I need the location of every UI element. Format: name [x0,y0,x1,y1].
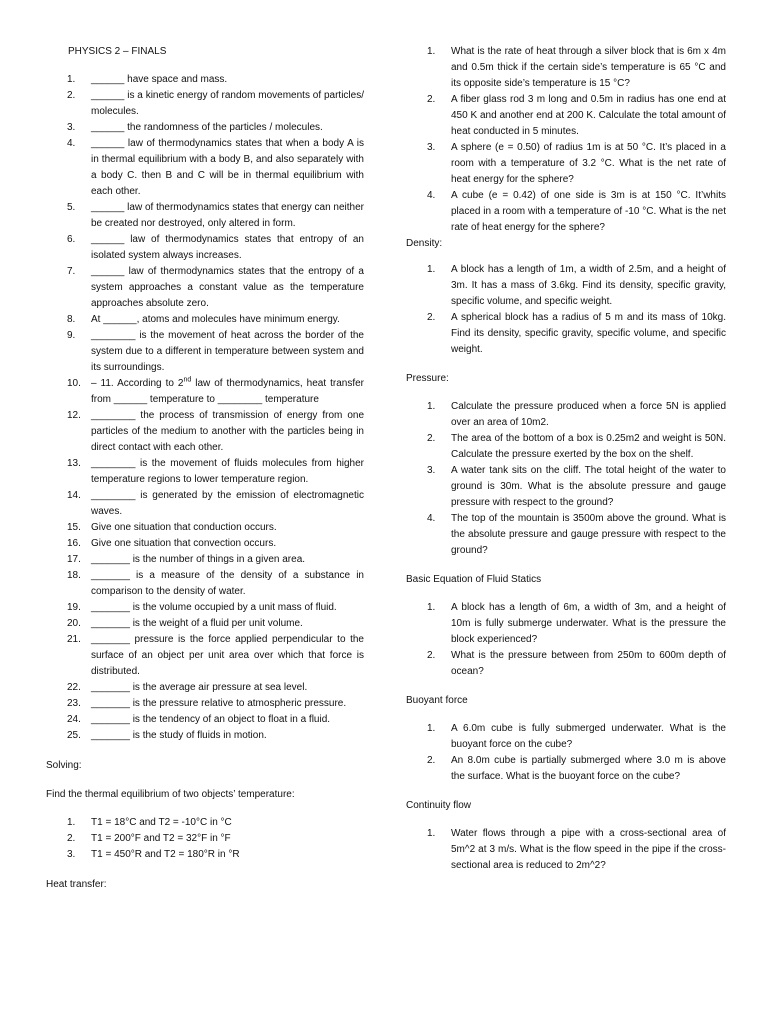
list-item [46,488,364,520]
list-item [46,88,364,120]
list-item [406,399,726,431]
item-number: 1. [427,401,436,412]
list-item [406,44,726,92]
item-text: The top of the mountain is 3500m above the ground. What is the absolute pressure and gauge pressure with respect to the ground? [451,513,726,556]
item-text: _______ is the volume occupied by a unit mass of fluid. [91,602,337,613]
item-text: ______ have space and mass. [91,74,228,85]
item-number: 9. [67,330,76,341]
section-heading-fluid-statics: Basic Equation of Fluid Statics [406,574,542,585]
item-text: ______ is a kinetic energy of random movements of particles/ molecules. [91,90,364,117]
list-item [46,728,364,744]
item-number: 2. [427,755,436,766]
list-item [46,696,364,712]
item-text: ________ is the movement of heat across the border of the system due to a different in temperature between system and its surroundings. [91,330,364,373]
list-item [46,568,364,600]
item-number: 2. [67,833,76,844]
list-item [46,680,364,696]
item-text: A spherical block has a radius of 5 m and its mass of 10kg. Find its density, specific gravity, specific volume, and specific weight. [451,312,726,355]
item-text: _______ is the pressure relative to atmospheric pressure. [91,698,347,709]
list-item [46,376,364,408]
item-text: What is the rate of heat through a silver block that is 6m x 4m and 0.5m thick if the certain side’s temperature is 65 °C and its opposite side’s temperature is 15 °C? [451,46,726,89]
item-text: ______ law of thermodynamics states that energy can neither be created nor destroyed, only altered in form. [91,202,364,229]
item-text-post: law of thermodynamics, heat transfer from ______ temperature to ________ temperature [91,378,364,405]
list-item [46,552,364,568]
item-text: A block has a length of 6m, a width of 3m, and a height of 10m is fully submerge underwater. What is the pressure the block experienced? [451,602,726,645]
item-number: 22. [67,682,81,693]
list-item [46,616,364,632]
ordinal-superscript: nd [183,376,192,384]
item-number: 3. [67,122,76,133]
list-item [46,264,364,312]
item-number: 16. [67,538,81,549]
list-item [406,262,726,310]
item-number: 15. [67,522,81,533]
item-number: 1. [427,602,436,613]
item-text: ________ is the movement of fluids molecules from higher temperature regions to lower temperature region. [91,458,364,485]
list-item [406,188,726,236]
page-title: PHYSICS 2 – FINALS [68,46,167,57]
item-text: The area of the bottom of a box is 0.25m2 and weight is 50N. Calculate the pressure exerted by the box on the shelf. [451,433,726,460]
item-text: ______ the randomness of the particles / molecules. [91,122,323,133]
list-item [406,310,726,358]
item-text: _______ is a measure of the density of a substance in comparison to the density of water. [91,570,364,597]
fluid-statics-list [406,600,726,680]
item-text: T1 = 18°C and T2 = -10°C in °C [91,817,232,828]
item-text: A block has a length of 1m, a width of 2.5m, and a height of 3m. It has a mass of 3.6kg. Find its density, specific gravity, specific volume, and specific weight. [451,264,726,307]
list-item [46,520,364,536]
item-number: 23. [67,698,81,709]
list-item [46,831,364,847]
right-column [406,44,726,874]
left-column [46,44,364,905]
item-text: _______ is the number of things in a given area. [91,554,306,565]
list-item [46,232,364,264]
section-heading-continuity-flow: Continuity flow [406,800,472,811]
list-item [406,721,726,753]
section-heading-heat-transfer: Heat transfer: [46,879,107,890]
item-text: T1 = 450°R and T2 = 180°R in °R [91,849,240,860]
item-number: 4. [427,513,436,524]
item-text: ______ law of thermodynamics states that the entropy of a system approaches a constant value as the temperature approaches absolute zero. [91,266,364,309]
item-number: 14. [67,490,81,501]
item-number: 1. [427,723,436,734]
item-number: 1. [67,74,76,85]
item-text: Give one situation that convection occurs. [91,538,277,549]
item-text: A cube (e = 0.42) of one side is 3m is at 150 °C. It’whits placed in a room with a temperature of -10 °C. What is the net rate of heat energy for the sphere? [451,190,726,233]
item-text: At ______, atoms and molecules have minimum energy. [91,314,340,325]
list-item [406,600,726,648]
buoyant-force-list [406,721,726,785]
item-number: 24. [67,714,81,725]
item-number: 1. [67,817,76,828]
list-item [406,463,726,511]
heat-transfer-list [406,44,726,236]
item-text: Calculate the pressure produced when a force 5N is applied over an area of 10m2. [451,401,726,428]
item-text: ______ law of thermodynamics states that when a body A is in thermal equilibrium with a body B, and also separately with a body C. then B and C will be in thermal equilibrium with each other. [91,138,364,197]
item-number: 1. [427,46,436,57]
section-heading-solving: Solving: [46,760,82,771]
item-number: 2. [427,650,436,661]
item-text: An 8.0m cube is partially submerged where 3.0 m is above the surface. What is the buoyant force on the cube? [451,755,726,782]
list-item [46,200,364,232]
item-text: T1 = 200°F and T2 = 32°F in °F [91,833,231,844]
list-item [46,536,364,552]
list-item [406,826,726,874]
list-item [46,600,364,616]
item-text: ________ the process of transmission of energy from one particles of the medium to another with the particles being in direct contact with each other. [91,410,364,453]
solving-list [46,815,364,863]
list-item [406,511,726,559]
item-text: Water flows through a pipe with a cross-sectional area of 5m^2 at 3 m/s. What is the flow speed in the pipe if the cross-sectional area is reduced to 2m^2? [451,828,726,871]
continuity-flow-list [406,826,726,874]
item-number: 3. [427,465,436,476]
item-number: 2. [427,433,436,444]
item-number: 3. [67,849,76,860]
item-text: ________ is generated by the emission of electromagnetic waves. [91,490,364,517]
list-item [46,408,364,456]
pressure-list [406,399,726,559]
solving-intro: Find the thermal equilibrium of two objects’ temperature: [46,789,295,800]
item-number: 10. [67,378,81,389]
identification-list [46,72,364,744]
list-item [46,72,364,88]
item-number: 20. [67,618,81,629]
list-item [406,648,726,680]
item-number: 21. [67,634,81,645]
item-number: 3. [427,142,436,153]
section-heading-density: Density: [406,238,443,249]
item-number: 19. [67,602,81,613]
item-number: 2. [67,90,76,101]
section-heading-pressure: Pressure: [406,373,449,384]
item-text: _______ pressure is the force applied perpendicular to the surface of an object per unit area over which that force is distributed. [91,634,364,677]
item-number: 18. [67,570,81,581]
item-text: A sphere (e = 0.50) of radius 1m is at 50 °C. It’s placed in a room with a temperature of 3.2 °C. What is the net rate of heat energy for the sphere? [451,142,726,185]
item-text: _______ is the tendency of an object to float in a fluid. [91,714,331,725]
list-item [406,431,726,463]
item-number: 12. [67,410,81,421]
list-item [46,815,364,831]
list-item [46,120,364,136]
item-text: ______ law of thermodynamics states that entropy of an isolated system always increases. [91,234,364,261]
item-number: 17. [67,554,81,565]
item-number: 8. [67,314,76,325]
list-item [46,712,364,728]
item-number: 2. [427,94,436,105]
item-text: _______ is the average air pressure at sea level. [91,682,308,693]
list-item [46,456,364,488]
item-text: Give one situation that conduction occurs. [91,522,277,533]
list-item [46,328,364,376]
list-item [46,632,364,680]
item-text: A 6.0m cube is fully submerged underwater. What is the buoyant force on the cube? [451,723,726,750]
item-text: _______ is the study of fluids in motion. [91,730,267,741]
item-number: 7. [67,266,76,277]
item-number: 1. [427,264,436,275]
density-list [406,262,726,358]
item-text-pre: – 11. According to 2 [91,378,184,389]
item-number: 5. [67,202,76,213]
item-number: 6. [67,234,76,245]
list-item [46,312,364,328]
list-item [406,140,726,188]
list-item [406,753,726,785]
item-text: A fiber glass rod 3 m long and 0.5m in radius has one end at 450 K and another end at 200 K. Calculate the total amount of heat conducted in 5 minutes. [451,94,726,137]
item-number: 1. [427,828,436,839]
item-number: 4. [427,190,436,201]
item-text: What is the pressure between from 250m to 600m depth of ocean? [451,650,726,677]
item-text: A water tank sits on the cliff. The total height of the water to ground is 30m. What is the absolute pressure and gauge pressure with respect to the ground? [451,465,726,508]
list-item [46,136,364,200]
list-item [406,92,726,140]
item-number: 4. [67,138,76,149]
item-text: _______ is the weight of a fluid per unit volume. [91,618,303,629]
item-number: 2. [427,312,436,323]
item-number: 13. [67,458,81,469]
list-item [46,847,364,863]
section-heading-buoyant-force: Buoyant force [406,695,468,706]
item-number: 25. [67,730,81,741]
